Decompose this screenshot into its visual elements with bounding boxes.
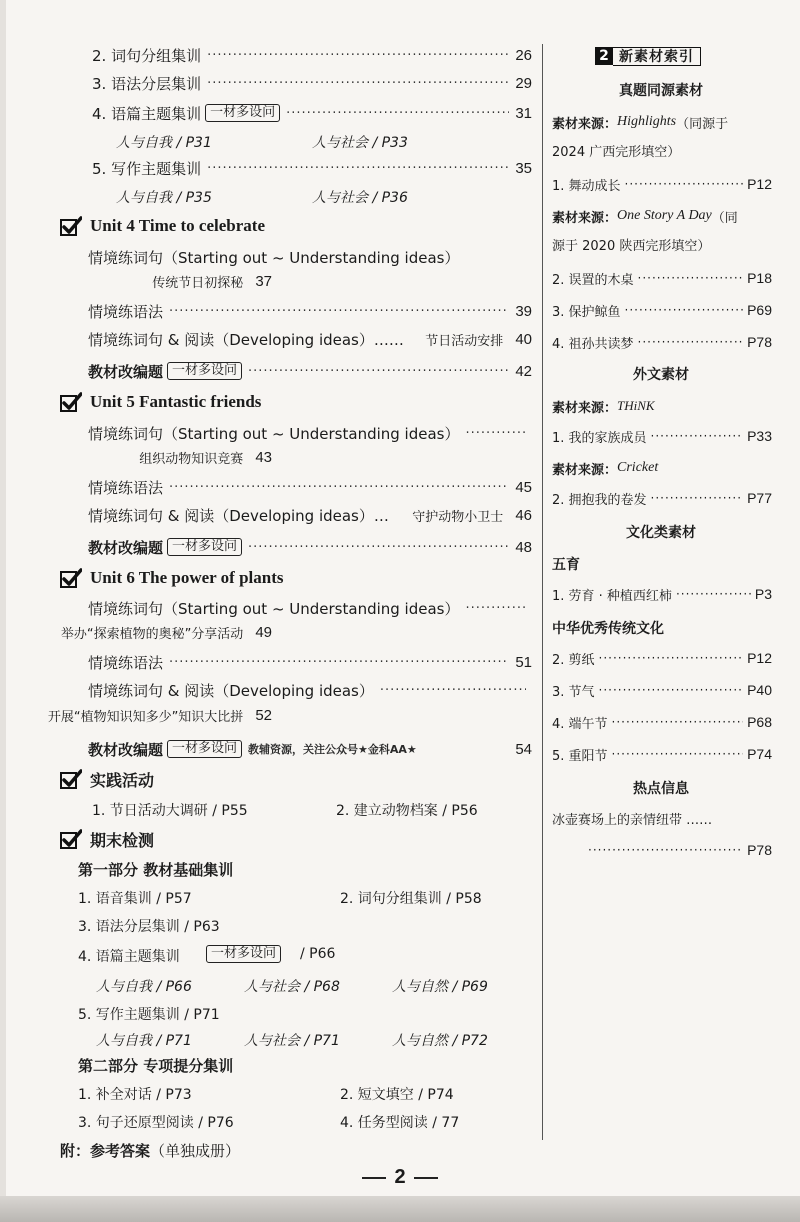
toc-entry[interactable]: 情境练词句（Starting out ~ Understanding ideas） (88, 248, 460, 267)
toc-subentry[interactable]: 人与自然 / P72 (392, 1033, 488, 1049)
final-items-row (78, 1084, 518, 1104)
toc-subentry[interactable]: 人与自我 / P35 (116, 190, 212, 206)
material-entry[interactable]: 2. 拥抱我的卷发 ····· P77 (552, 486, 772, 510)
column-divider (542, 44, 543, 1140)
tag-badge: 一材多设问 (206, 945, 281, 963)
checkmark-icon (60, 216, 82, 236)
toc-entry-topic[interactable]: 举办“探索植物的奥秘”分享活动 49 (60, 624, 272, 642)
watermark-text: 教辅资源，关注公众号★金科AA★ (248, 743, 417, 756)
toc-entry-topic[interactable]: 组织动物知识竞赛 43 (139, 449, 272, 467)
toc-entry[interactable]: 2. 词句分组集训 ····· 26 (92, 42, 532, 68)
material-entry[interactable]: 4. 端午节 ····· P68 (552, 710, 772, 734)
toc-entry[interactable]: 情境练语法 ····· 51 (88, 649, 532, 675)
toc-subentry[interactable]: 人与自我 / P31 (116, 135, 212, 151)
toc-entry[interactable]: 情境练词句 & 阅读（Developing ideas）… 守护动物小卫士 46 (88, 506, 532, 525)
tag-badge: 一材多设问 (205, 104, 280, 122)
toc-entry[interactable]: 教材改编题 一材多设问 教辅资源，关注公众号★金科AA★ 54 (88, 740, 532, 759)
final-items-row (78, 1112, 518, 1132)
final-reading-row[interactable]: 4. 语篇主题集训 一材多设问 / P66 (78, 946, 336, 965)
section-title: 真题同源素材 (619, 83, 703, 99)
material-entry[interactable]: 冰壶赛场上的亲情纽带 …… (552, 812, 713, 828)
source-line: 素材来源： THiNK (552, 398, 655, 416)
part-heading: 第二部分 专项提分集训 (78, 1056, 234, 1075)
material-entry[interactable]: 3. 保护鲸鱼 ····· P69 (552, 298, 772, 322)
toc-subentry[interactable]: 2. 短文填空 / P74 (340, 1087, 454, 1103)
checkmark-icon (60, 769, 82, 789)
material-entry-page[interactable]: ····· P78 (584, 838, 772, 862)
unit-heading[interactable]: Unit 5 Fantastic friends (60, 388, 261, 416)
page-edge (0, 0, 6, 1222)
material-entry[interactable]: 2. 剪纸 ····· P12 (552, 646, 772, 670)
material-entry[interactable]: 5. 重阳节 ····· P74 (552, 742, 772, 766)
toc-subentry[interactable]: 1. 补全对话 / P73 (78, 1087, 192, 1103)
toc-subentry[interactable]: 人与社会 / P36 (312, 190, 408, 206)
source-line: 素材来源： Cricket (552, 460, 659, 478)
material-index-header: 2 新素材索引 (595, 46, 701, 66)
tag-badge: 一材多设问 (167, 740, 242, 758)
toc-entry[interactable]: 情境练词句（Starting out ~ Understanding ideas） ····· (88, 595, 532, 621)
toc-subentry[interactable]: 1. 节日活动大调研 / P55 (92, 803, 248, 819)
page-number: 2 (0, 1166, 800, 1189)
toc-subentry[interactable]: 人与社会 / P71 (244, 1033, 340, 1049)
toc-subentry[interactable]: 人与自然 / P69 (392, 979, 488, 995)
appendix-note: 附：参考答案（单独成册） (60, 1142, 241, 1160)
material-entry[interactable]: 2. 误置的木桌 ····· P18 (552, 266, 772, 290)
toc-subentry[interactable]: 2. 建立动物档案 / P56 (336, 803, 478, 819)
part-heading: 第一部分 教材基础集训 (78, 860, 234, 879)
page-bottom-edge (0, 1196, 800, 1222)
practice-items (92, 800, 532, 820)
source-line: 源于 2020 陕西完形填空） (552, 238, 711, 254)
section-title: 文化类素材 (626, 525, 696, 541)
tag-badge: 一材多设问 (167, 362, 242, 380)
final-items-row (78, 916, 518, 936)
material-entry[interactable]: 1. 舞动成长 ····· P12 (552, 172, 772, 196)
final-writing-sub (96, 1030, 536, 1050)
toc-subentry[interactable]: 人与自我 / P66 (96, 979, 192, 995)
toc-subentry[interactable]: 1. 语音集训 / P57 (78, 891, 192, 907)
final-writing-row[interactable]: 5. 写作主题集训 / P71 (78, 1007, 220, 1023)
source-line: 素材来源： Highlights （同源于 (552, 114, 729, 132)
section-heading-practice[interactable]: 实践活动 (60, 766, 154, 792)
unit-heading[interactable]: Unit 6 The power of plants (60, 564, 283, 592)
toc-entry[interactable]: 情境练词句 & 阅读（Developing ideas）…… 节日活动安排 40 (88, 330, 532, 349)
toc-subentry[interactable]: 3. 句子还原型阅读 / P76 (78, 1115, 234, 1131)
toc-entry[interactable]: 情境练语法 ····· 45 (88, 474, 532, 500)
toc-entry[interactable]: 教材改编题 一材多设问 ····· 42 (88, 358, 532, 384)
toc-entry[interactable]: 教材改编题 一材多设问 ····· 48 (88, 534, 532, 560)
toc-subentry[interactable]: 人与自我 / P71 (96, 1033, 192, 1049)
checkmark-icon (60, 392, 82, 412)
material-entry[interactable]: 4. 祖孙共读梦 ····· P78 (552, 330, 772, 354)
final-items-row (78, 888, 518, 908)
toc-entry[interactable]: 情境练词句（Starting out ~ Understanding ideas） ····· (88, 420, 532, 446)
section-title: 外文素材 (633, 367, 689, 383)
toc-entry[interactable]: 3. 语法分层集训 ····· 29 (92, 70, 532, 96)
toc-subentry[interactable]: 人与社会 / P33 (312, 135, 408, 151)
toc-subentry[interactable]: 人与社会 / P68 (244, 979, 340, 995)
toc-entry-topic[interactable]: 开展“植物知识知多少”知识大比拼 52 (47, 707, 272, 725)
section-title: 热点信息 (633, 781, 689, 797)
toc-subentry[interactable]: 4. 任务型阅读 / 77 (340, 1115, 460, 1131)
checkmark-icon (60, 829, 82, 849)
checkmark-icon (60, 568, 82, 588)
material-entry[interactable]: 1. 劳育 · 种植西红柿 ····· P3 (552, 582, 772, 606)
toc-entry[interactable]: 5. 写作主题集训 ····· 35 (92, 155, 532, 181)
toc-subentry[interactable]: 3. 语法分层集训 / P63 (78, 919, 220, 935)
toc-entry-topic[interactable]: 传统节日初探秘 37 (152, 273, 272, 291)
subsection-title: 中华优秀传统文化 (552, 621, 664, 637)
material-entry[interactable]: 3. 节气 ····· P40 (552, 678, 772, 702)
unit-heading[interactable]: Unit 4 Time to celebrate (60, 212, 265, 240)
toc-entry[interactable]: 4. 语篇主题集训 一材多设问 ····· 31 (92, 100, 532, 126)
source-line: 素材来源： One Story A Day （同 (552, 208, 738, 226)
toc-subentry[interactable]: 2. 词句分组集训 / P58 (340, 891, 482, 907)
subsection-title: 五育 (552, 557, 580, 573)
final-reading-sub (96, 976, 536, 996)
section-heading-final[interactable]: 期末检测 (60, 826, 154, 852)
toc-entry[interactable]: 情境练语法 ····· 39 (88, 298, 532, 324)
material-entry[interactable]: 1. 我的家族成员 ····· P33 (552, 424, 772, 448)
toc-entry[interactable]: 情境练词句 & 阅读（Developing ideas） ····· (88, 677, 532, 703)
tag-badge: 一材多设问 (167, 538, 242, 556)
source-line: 2024 广西完形填空） (552, 144, 681, 160)
